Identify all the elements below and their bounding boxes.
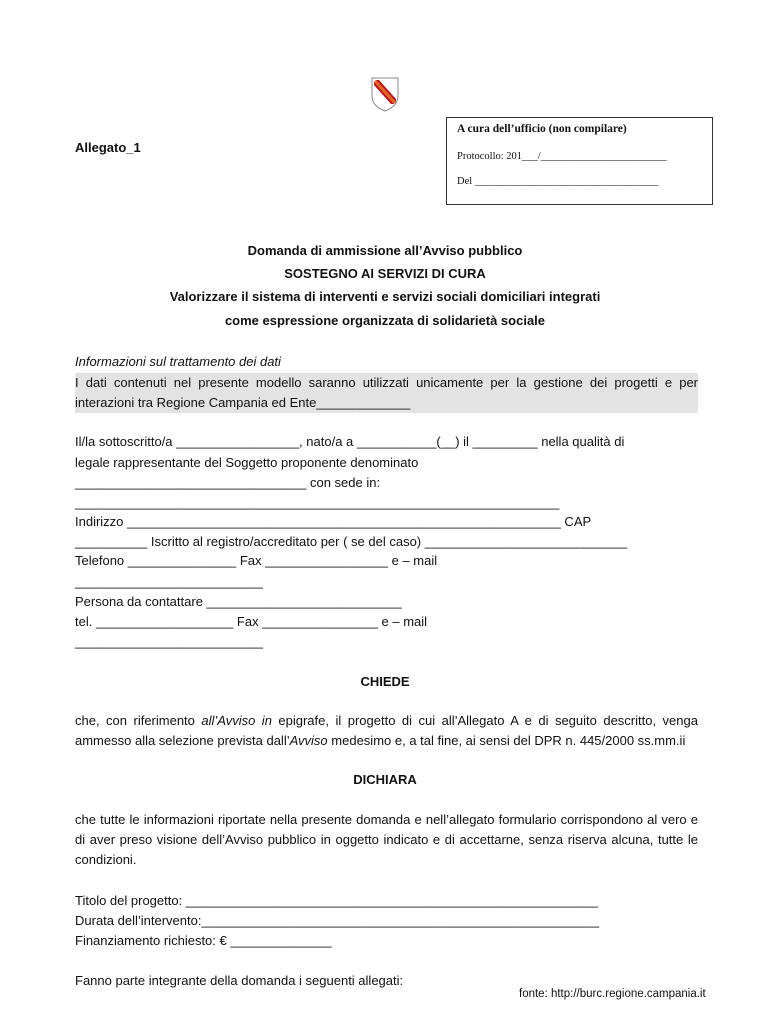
title-line-1: Domanda di ammissione all’Avviso pubblico (247, 243, 523, 258)
protocol-field: Protocollo: 201___/________________________ (457, 151, 667, 162)
date-field: Del ___________________________________ (457, 176, 659, 187)
title-line-4: come espressione organizzata di solidarietà sociale (224, 313, 546, 328)
regione-campania-emblem (370, 76, 400, 112)
project-title-field: Titolo del progetto: _________________________________________________________ (75, 893, 598, 908)
address-line: Indirizzo ____________________________________________________________ CAP (75, 514, 592, 529)
applicant-line-2: legale rappresentante del Soggetto proponente denominato (75, 455, 419, 470)
privacy-heading: Informazioni sul trattamento dei dati (75, 354, 281, 369)
email-line: __________________________ (75, 574, 263, 589)
registry-line: __________ Iscritto al registro/accreditato per ( se del caso) ____________________________ (75, 534, 628, 549)
declaration-text: che tutte le informazioni riportate nella presente domanda e nell’allegato formulario corrispondono al vero e di aver preso visione dell’Avviso pubblico in oggetto indicato e di accettarne, senza riserva alcuna, tutte le condizioni. (75, 812, 698, 867)
applicant-line-4: ___________________________________________________________________ (75, 495, 560, 510)
request-heading: CHIEDE (360, 674, 410, 689)
source-caption: fonte: http://burc.regione.campania.it (519, 988, 706, 1000)
project-funding-field: Finanziamento richiesto: € ______________ (75, 933, 332, 948)
office-use-box (446, 117, 713, 205)
declaration-heading: DICHIARA (353, 772, 417, 787)
title-line-2: SOSTEGNO AI SERVIZI DI CURA (284, 266, 486, 281)
contact-email-line: __________________________ (75, 634, 263, 649)
attachments-intro: Fanno parte integrante della domanda i seguenti allegati: (75, 973, 404, 988)
attachment-label: Allegato_1 (75, 140, 141, 155)
contact-phone-line: tel. ___________________ Fax ________________ e – mail (75, 614, 428, 629)
applicant-line-1: Il/la sottoscritto/a _________________, nato/a a ___________(__) il _________ nella qualità di (75, 434, 625, 449)
project-duration-field: Durata dell’intervento:_______________________________________________________ (75, 913, 600, 928)
office-box-heading: A cura dell’ufficio (non compilare) (457, 123, 627, 135)
phone-line: Telefono _______________ Fax _________________ e – mail (75, 553, 438, 568)
title-line-3: Valorizzare il sistema di interventi e servizi sociali domiciliari integrati (169, 289, 601, 304)
request-text: che, con riferimento all’Avviso in epigrafe, il progetto di cui all’Allegato A e di seguito descritto, venga ammesso alla selezione prevista dall’Avviso medesimo e, a tal fine, ai sensi del DPR n. 445/2000 ss.mm.ii (75, 713, 698, 748)
applicant-line-3: ________________________________ con sede in: (75, 475, 381, 490)
contact-person-line: Persona da contattare ___________________________ (75, 594, 402, 609)
privacy-text: I dati contenuti nel presente modello saranno utilizzati unicamente per la gestione dei progetti e per interazioni tra Regione Campania ed Ente_____________ (75, 373, 698, 413)
